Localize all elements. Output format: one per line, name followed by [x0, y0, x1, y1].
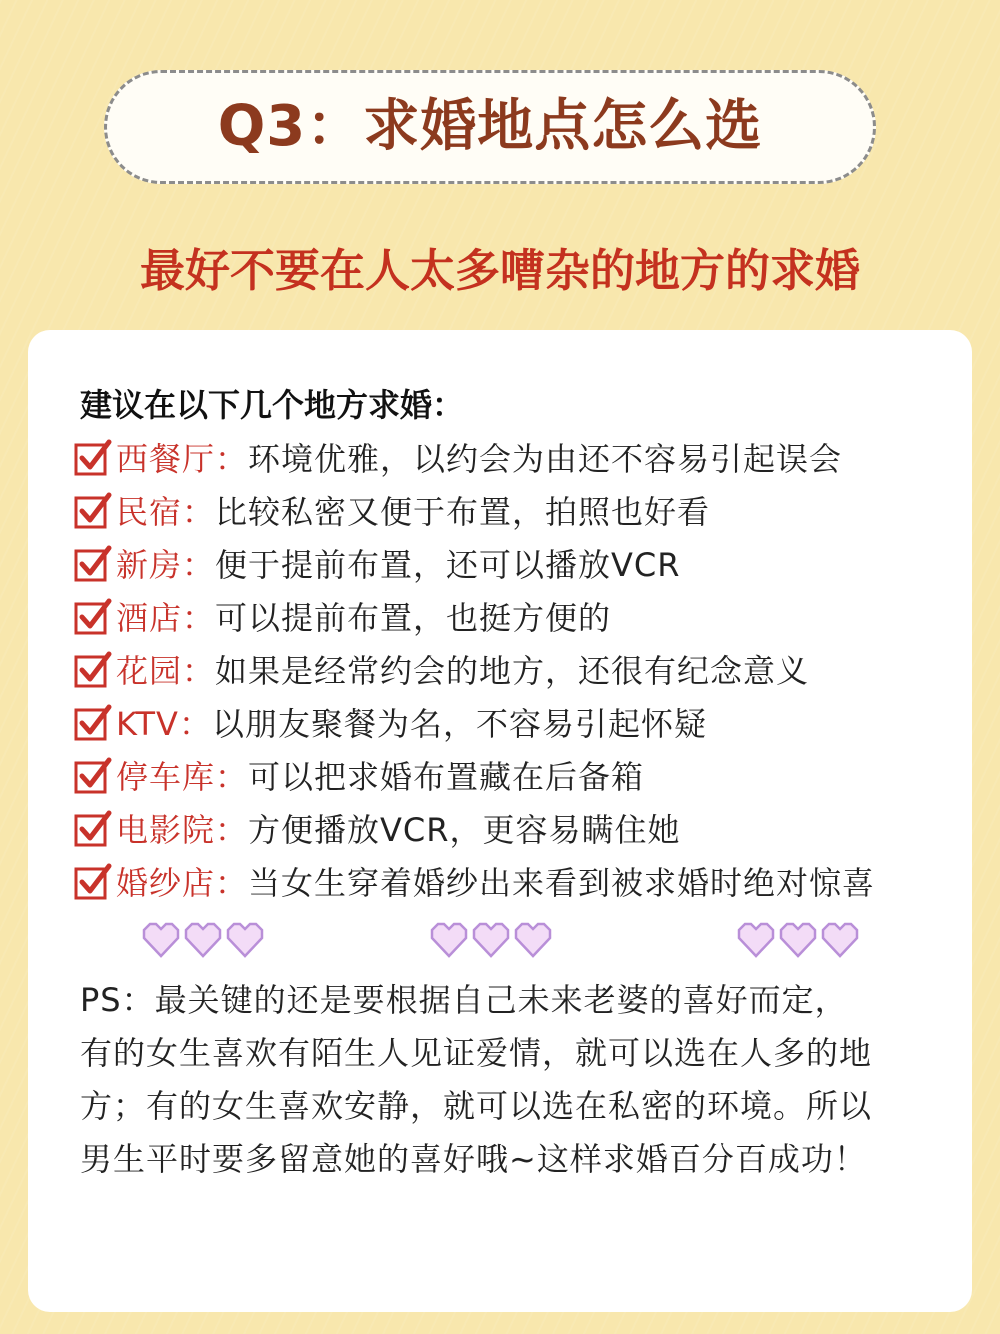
checkbox-check-icon — [74, 862, 112, 900]
ps-line: 有的女生喜欢有陌生人见证爱情，就可以选在人多的地 — [80, 1034, 873, 1072]
checkbox-check-icon — [74, 544, 112, 582]
item-desc: 如果是经常约会的地方，还很有纪念意义 — [215, 651, 810, 690]
checkbox-check-icon — [74, 650, 112, 688]
item-label: 停车库： — [116, 757, 249, 796]
pixel-heart-icon — [140, 920, 270, 960]
checkbox-check-icon — [74, 756, 112, 794]
list-item — [74, 854, 964, 907]
item-desc: 以朋友聚餐为名，不容易引起怀疑 — [211, 704, 707, 743]
item-label: 电影院： — [116, 810, 249, 849]
list-item — [74, 483, 964, 536]
item-label: 西餐厅： — [116, 439, 249, 478]
item-label: 民宿： — [116, 492, 216, 531]
list-item — [74, 695, 964, 748]
list-item — [74, 801, 964, 854]
item-label: 婚纱店： — [116, 863, 249, 902]
checkbox-check-icon — [74, 438, 112, 476]
item-desc: 可以把求婚布置藏在后备箱 — [248, 757, 645, 796]
checkbox-check-icon — [74, 703, 112, 741]
ps-line: PS：最关键的还是要根据自己未来老婆的喜好而定， — [80, 981, 848, 1019]
item-label: 花园： — [116, 651, 216, 690]
pixel-heart-icon — [428, 920, 558, 960]
item-desc: 比较私密又便于布置，拍照也好看 — [215, 492, 711, 531]
subtitle: 最好不要在人太多嘈杂的地方的求婚 — [139, 244, 860, 297]
list-item — [74, 536, 964, 589]
item-desc: 便于提前布置，还可以播放VCR — [215, 545, 681, 584]
list-item — [74, 430, 964, 483]
intro-heading: 建议在以下几个地方求婚： — [80, 386, 465, 424]
list-item — [74, 589, 964, 642]
checkbox-check-icon — [74, 809, 112, 847]
ps-line: 方；有的女生喜欢安静，就可以选在私密的环境。所以 — [80, 1087, 873, 1125]
item-label: 酒店： — [116, 598, 216, 637]
item-desc: 方便播放VCR，更容易瞒住她 — [248, 810, 681, 849]
checkbox-check-icon — [74, 597, 112, 635]
hearts-divider — [0, 920, 1000, 960]
item-desc: 当女生穿着婚纱出来看到被求婚时绝对惊喜 — [248, 863, 876, 902]
item-desc: 环境优雅，以约会为由还不容易引起误会 — [248, 439, 843, 478]
ps-line: 男生平时要多留意她的喜好哦~这样求婚百分百成功！ — [80, 1140, 867, 1178]
item-label: 新房： — [116, 545, 216, 584]
list-item — [74, 748, 964, 801]
list-item — [74, 642, 964, 695]
location-list — [74, 430, 964, 907]
pixel-heart-icon — [735, 920, 865, 960]
item-label: KTV： — [116, 704, 212, 743]
checkbox-check-icon — [74, 491, 112, 529]
page-title: Q3：求婚地点怎么选 — [104, 70, 876, 184]
ps-paragraph — [80, 974, 950, 1186]
item-desc: 可以提前布置，也挺方便的 — [215, 598, 612, 637]
